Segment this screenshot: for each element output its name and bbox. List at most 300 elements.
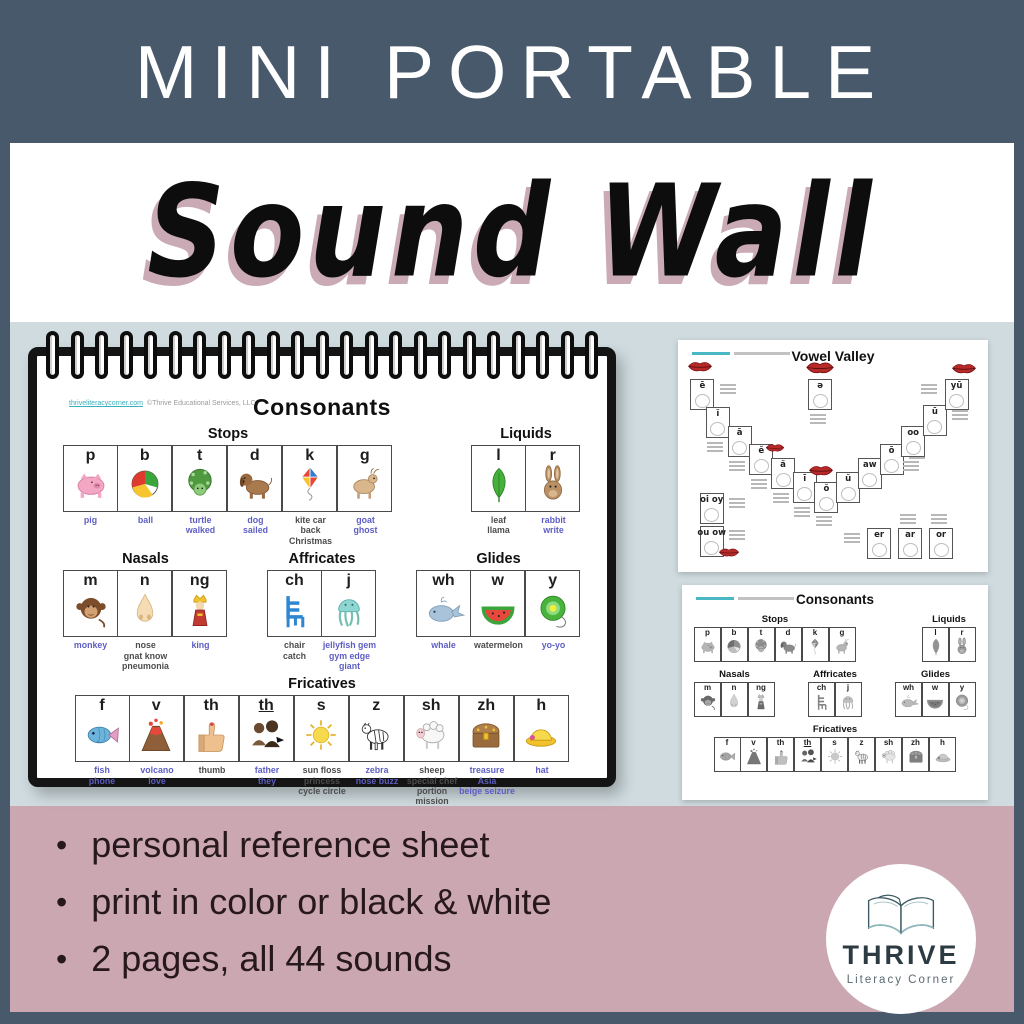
vowel-symbol: ou ow [697,527,726,538]
section-title: Liquids [500,426,552,442]
phoneme-letter: g [359,447,370,464]
zebra-icon [355,716,397,754]
ball-icon [124,465,166,503]
keyword-scribble [729,498,745,508]
phoneme-letter: s [832,738,837,747]
section-liquids [471,426,581,546]
phoneme-letter: wh [902,683,915,692]
hat-icon [520,716,562,754]
coil-ring [193,331,206,379]
vowel-symbol: ə [817,381,824,392]
phoneme-card-p [63,445,118,512]
ball-icon [724,637,744,656]
consonants-page [37,356,607,807]
phoneme-letter: b [731,628,737,637]
phoneme-cell-b [721,627,748,662]
phoneme-cell-v [130,695,185,807]
phoneme-cell-s [822,737,849,772]
whale-icon [899,692,919,711]
coil-ring [218,331,231,379]
phoneme-letter: wh [432,572,455,590]
phoneme-cell-r [526,445,581,540]
bullet-item [56,881,816,924]
vowel-card-ŭ [836,472,860,503]
coil-ring [414,331,427,379]
phoneme-letter: s [316,697,326,715]
phoneme-card-g [337,445,392,512]
vowel-symbol: ĭ [716,409,720,420]
vowel-symbol: yū [950,381,963,392]
phoneme-letter: l [496,447,501,464]
phoneme-cell-z [350,695,405,807]
section-title: Liquids [932,614,966,625]
phoneme-row [682,614,988,662]
phoneme-cell-b [118,445,173,546]
phoneme-letter: th [258,697,274,715]
vowel-picture-doodle [776,473,791,487]
consonants-notebook [28,347,616,807]
phoneme-keywords: nose gnat know pneumonia [122,640,169,671]
section-nasals [63,551,228,671]
phoneme-card-t [172,445,227,512]
vowel-symbol: ar [905,529,916,540]
vowel-valley-title: Vowel Valley [791,348,875,364]
phoneme-letter: v [751,738,756,747]
sun-icon [300,716,342,754]
section-title: Glides [920,669,951,680]
phoneme-letter: ng [756,683,766,692]
card-row [808,682,862,717]
phoneme-letter: m [83,572,98,590]
coil-ring [242,331,255,379]
coil-ring [169,331,182,379]
card-row [63,445,393,546]
keyword-scribble [921,384,937,394]
phoneme-card-ch [267,570,322,637]
vowel-symbol: ă [780,460,786,471]
vowel-picture-doodle [841,487,856,501]
vowel-valley-page [678,340,988,572]
phoneme-keywords: father they [254,765,280,786]
section-glides [416,551,581,671]
vowel-card-oi-oy [700,493,724,524]
keyword-scribble [903,461,919,471]
dog-icon [778,637,798,656]
phoneme-card-f [75,695,130,762]
phoneme-letter: v [151,697,161,715]
vowel-symbol: aw [863,460,877,471]
phoneme-card-r [525,445,580,512]
phoneme-cell-n [118,570,173,671]
phoneme-keywords: thumb [198,765,226,776]
top-banner [0,0,1024,143]
phoneme-keywords: yo-yo [541,640,566,651]
card-row [75,695,570,807]
phoneme-keywords: turtle walked [185,515,216,536]
spiral-binding [46,331,598,379]
phoneme-cell-d [228,445,283,546]
phoneme-card-k [802,627,829,662]
coil-ring [585,331,598,379]
lips-icon [805,359,835,376]
phoneme-card-th [184,695,239,762]
phoneme-letter: j [346,572,351,590]
card-row [714,737,957,772]
hero-band [10,143,1014,322]
section-title: Affricates [288,551,356,568]
phoneme-card-k [282,445,337,512]
coil-ring [463,331,476,379]
bullet-dot: • [56,941,68,978]
phoneme-letter: b [139,447,150,464]
vowel-picture-doodle [813,394,828,408]
card-row [63,570,228,671]
phoneme-keywords: goat ghost [353,515,378,536]
phoneme-cell-m [694,682,721,717]
fish-icon [717,747,737,766]
phoneme-card-j [321,570,376,637]
phoneme-cell-zh [460,695,515,807]
jellyfish-icon [838,692,858,711]
phoneme-letter: h [940,738,945,747]
yoyo-icon [952,692,972,711]
mini-phoneme-grid [682,614,988,772]
phoneme-letter: g [839,628,845,637]
vowel-symbol: oo [907,427,920,438]
card-row [471,445,581,540]
nose-icon [124,591,166,629]
section-title: Fricatives [812,724,858,735]
nose-icon [724,692,744,711]
coil-ring [46,331,59,379]
hero-title: Sound Wall [147,158,877,307]
father-icon [245,716,287,754]
phoneme-letter: z [859,738,864,747]
phoneme-card-n [721,682,748,717]
banner-title: MINI PORTABLE [134,29,890,114]
vowel-page-credit [692,352,790,355]
phoneme-cell-w [922,682,949,717]
phoneme-keywords: watermelon [474,640,523,651]
phoneme-letter: sh [883,738,894,747]
volcano-icon [135,716,177,754]
feature-bullets [56,824,816,996]
vowel-symbol: or [936,529,947,540]
phoneme-cell-th [768,737,795,772]
phoneme-cell-ch [267,570,322,671]
phoneme-cell-zh [903,737,930,772]
turtle-icon [179,465,221,503]
phoneme-card-h [514,695,569,762]
mini-consonants-page [682,585,988,800]
phoneme-letter: y [959,683,965,692]
bullet-text: print in color or black & white [91,881,552,923]
phoneme-letter: zh [477,697,496,715]
phoneme-cell-f [75,695,130,807]
phoneme-card-l [471,445,526,512]
phoneme-letter: sh [421,697,441,715]
phoneme-letter: l [934,628,937,637]
phoneme-cell-p [694,627,721,662]
hat-icon [933,747,953,766]
jellyfish-icon [328,591,370,629]
phoneme-row [37,426,607,546]
phoneme-grid [37,426,607,807]
sun-icon [825,747,845,766]
phoneme-letter: z [372,697,381,715]
phoneme-letter: d [785,628,791,637]
phoneme-card-s [294,695,349,762]
credit-text: ©Thrive Educational Services, LLC [146,400,256,407]
vowel-symbol: ā [736,427,743,438]
section-stops [694,614,856,662]
keyword-scribble [729,530,745,540]
vowel-symbol: oi oy [700,495,724,506]
vowel-card-ə [808,379,832,410]
phoneme-card-m [694,682,721,717]
phoneme-cell-y [949,682,976,717]
coil-ring [144,331,157,379]
treasure-icon [465,716,507,754]
phoneme-cell-sh [876,737,903,772]
keyword-scribble [729,461,745,471]
vowel-picture-doodle [732,441,747,455]
vowel-card-er [867,528,891,559]
phoneme-keywords: chair catch [283,640,306,661]
watermelon-icon [477,591,519,629]
leaf-icon [478,465,520,503]
vowel-symbol: ū [931,406,938,417]
section-title: Glides [476,551,521,568]
vowel-symbol: ŭ [845,474,852,485]
phoneme-letter: p [705,628,710,637]
section-glides [895,669,976,717]
phoneme-cell-z [849,737,876,772]
vowel-symbol: ŏ [823,483,830,494]
vowel-card-or [929,528,953,559]
phoneme-cell-sh [405,695,460,807]
phoneme-keywords: king [191,640,210,651]
phoneme-letter: j [846,683,850,692]
phoneme-letter: ch [816,683,827,692]
phoneme-keywords: kite car back Christmas [288,515,333,546]
father-icon [798,747,818,766]
phoneme-card-d [775,627,802,662]
phoneme-cell-h [930,737,957,772]
phoneme-cell-f [714,737,741,772]
section-affricates [808,669,862,717]
phoneme-cell-v [741,737,768,772]
phoneme-keywords: ball [137,515,154,525]
phoneme-card-j [835,682,862,717]
keyword-scribble [773,493,789,503]
keyword-scribble [952,410,968,420]
coil-ring [389,331,402,379]
phoneme-letter: h [536,697,547,715]
logo-name: THRIVE [842,939,960,970]
thumb-icon [190,716,232,754]
yoyo-icon [532,591,574,629]
coil-ring [340,331,353,379]
phoneme-letter: w [491,572,504,590]
vowel-picture-doodle [934,543,949,557]
section-affricates [267,551,377,671]
phoneme-keywords: sun floss princess cycle circle [298,765,346,796]
phoneme-cell-j [322,570,377,671]
phoneme-keywords: fish phone [88,765,116,786]
sheep-icon [879,747,899,766]
phoneme-keywords: volcano love [140,765,174,786]
mini-cons-credit [696,597,794,600]
phoneme-letter: th [803,738,812,747]
phoneme-card-ng [748,682,775,717]
pig-icon [698,637,718,656]
phoneme-keywords: rabbit write [541,515,566,536]
phoneme-card-f [714,737,741,772]
credit-link: thriveliteracycorner.com [69,400,143,407]
phoneme-card-s [821,737,848,772]
phoneme-card-wh [416,570,471,637]
keyword-scribble [794,507,810,517]
zebra-icon [852,747,872,766]
phoneme-cell-th [240,695,295,807]
vowel-picture-doodle [710,422,725,436]
keyword-scribble [931,514,947,524]
bullet-dot: • [56,827,68,863]
phoneme-card-t [748,627,775,662]
phoneme-letter: r [960,628,964,637]
phoneme-card-v [740,737,767,772]
vowel-picture-doodle [704,508,719,522]
goat-icon [344,465,386,503]
vowel-card-ū [923,405,947,436]
phoneme-cell-g [338,445,393,546]
phoneme-cell-s [295,695,350,807]
vowel-card-ĭ [706,407,730,438]
phoneme-cell-ng [173,570,228,671]
card-row [416,570,581,665]
phoneme-cell-ch [808,682,835,717]
phoneme-letter: zh [911,738,920,747]
phoneme-letter: t [197,447,203,464]
phoneme-letter: f [725,738,729,747]
coil-ring [512,331,525,379]
phoneme-letter: w [931,683,939,692]
phoneme-card-m [63,570,118,637]
phoneme-keywords: dog sailed [243,515,268,536]
card-row [694,682,775,717]
phoneme-letter: p [85,447,96,464]
vowel-picture-doodle [819,497,834,511]
vowel-picture-doodle [872,543,887,557]
phoneme-letter: n [139,572,150,590]
phoneme-cell-t [173,445,228,546]
open-book-icon [857,893,945,939]
leaf-icon [926,637,946,656]
vowel-picture-doodle [884,459,899,473]
phoneme-cell-wh [895,682,922,717]
card-row [267,570,377,671]
phoneme-card-th [767,737,794,772]
phoneme-row [682,724,988,772]
kite-icon [289,465,331,503]
bullet-text: personal reference sheet [91,824,490,865]
vowel-symbol: ī [803,474,807,485]
phoneme-row [682,669,988,717]
chair-icon [812,692,832,711]
vowel-picture-doodle [927,420,942,434]
section-title: Stops [761,614,789,625]
whale-icon [423,591,465,629]
phoneme-letter: d [249,447,260,464]
phoneme-card-v [129,695,184,762]
phoneme-keywords: hat [535,765,549,776]
bullet-item [56,938,816,981]
phoneme-card-z [349,695,404,762]
keyword-scribble [810,414,826,424]
phoneme-cell-th [185,695,240,807]
sheep-icon [410,716,452,754]
phoneme-keywords: leaf llama [487,515,510,536]
coil-ring [438,331,451,379]
phoneme-card-b [117,445,172,512]
phoneme-cell-t [748,627,775,662]
vowel-card-yū [945,379,969,410]
keyword-scribble [751,479,767,489]
phoneme-keywords: whale [431,640,456,651]
phoneme-card-sh [875,737,902,772]
phoneme-letter: n [731,683,737,692]
vowel-card-aw [858,458,882,489]
king-icon [179,591,221,629]
page-credit [69,400,256,407]
phoneme-cell-m [63,570,118,671]
kite-icon [805,637,825,656]
phoneme-card-p [694,627,721,662]
phoneme-letter: t [759,628,763,637]
phoneme-cell-w [471,570,526,665]
phoneme-card-y [525,570,580,637]
phoneme-letter: th [203,697,219,715]
section-fricatives [714,724,957,772]
section-fricatives [75,676,570,807]
phoneme-card-th [794,737,821,772]
volcano-icon [744,747,764,766]
phoneme-letter: m [703,683,712,692]
coil-ring [71,331,84,379]
keyword-scribble [816,516,832,526]
vowel-card-ar [898,528,922,559]
phoneme-card-d [227,445,282,512]
phoneme-card-z [848,737,875,772]
phoneme-card-wh [895,682,922,717]
phoneme-card-ch [808,682,835,717]
keyword-scribble [844,533,860,543]
vowel-card-ā [728,426,752,457]
phoneme-cell-l [471,445,526,540]
phoneme-cell-wh [416,570,471,665]
vowel-picture-doodle [903,543,918,557]
thumb-icon [771,747,791,766]
vowel-picture-doodle [906,441,921,455]
section-title: Affricates [813,669,857,680]
chair-icon [274,591,316,629]
bullet-item [56,824,816,867]
vowel-symbol: ē [699,381,706,392]
vowel-card-ē [690,379,714,410]
phoneme-card-zh [459,695,514,762]
lips-icon [687,359,713,374]
